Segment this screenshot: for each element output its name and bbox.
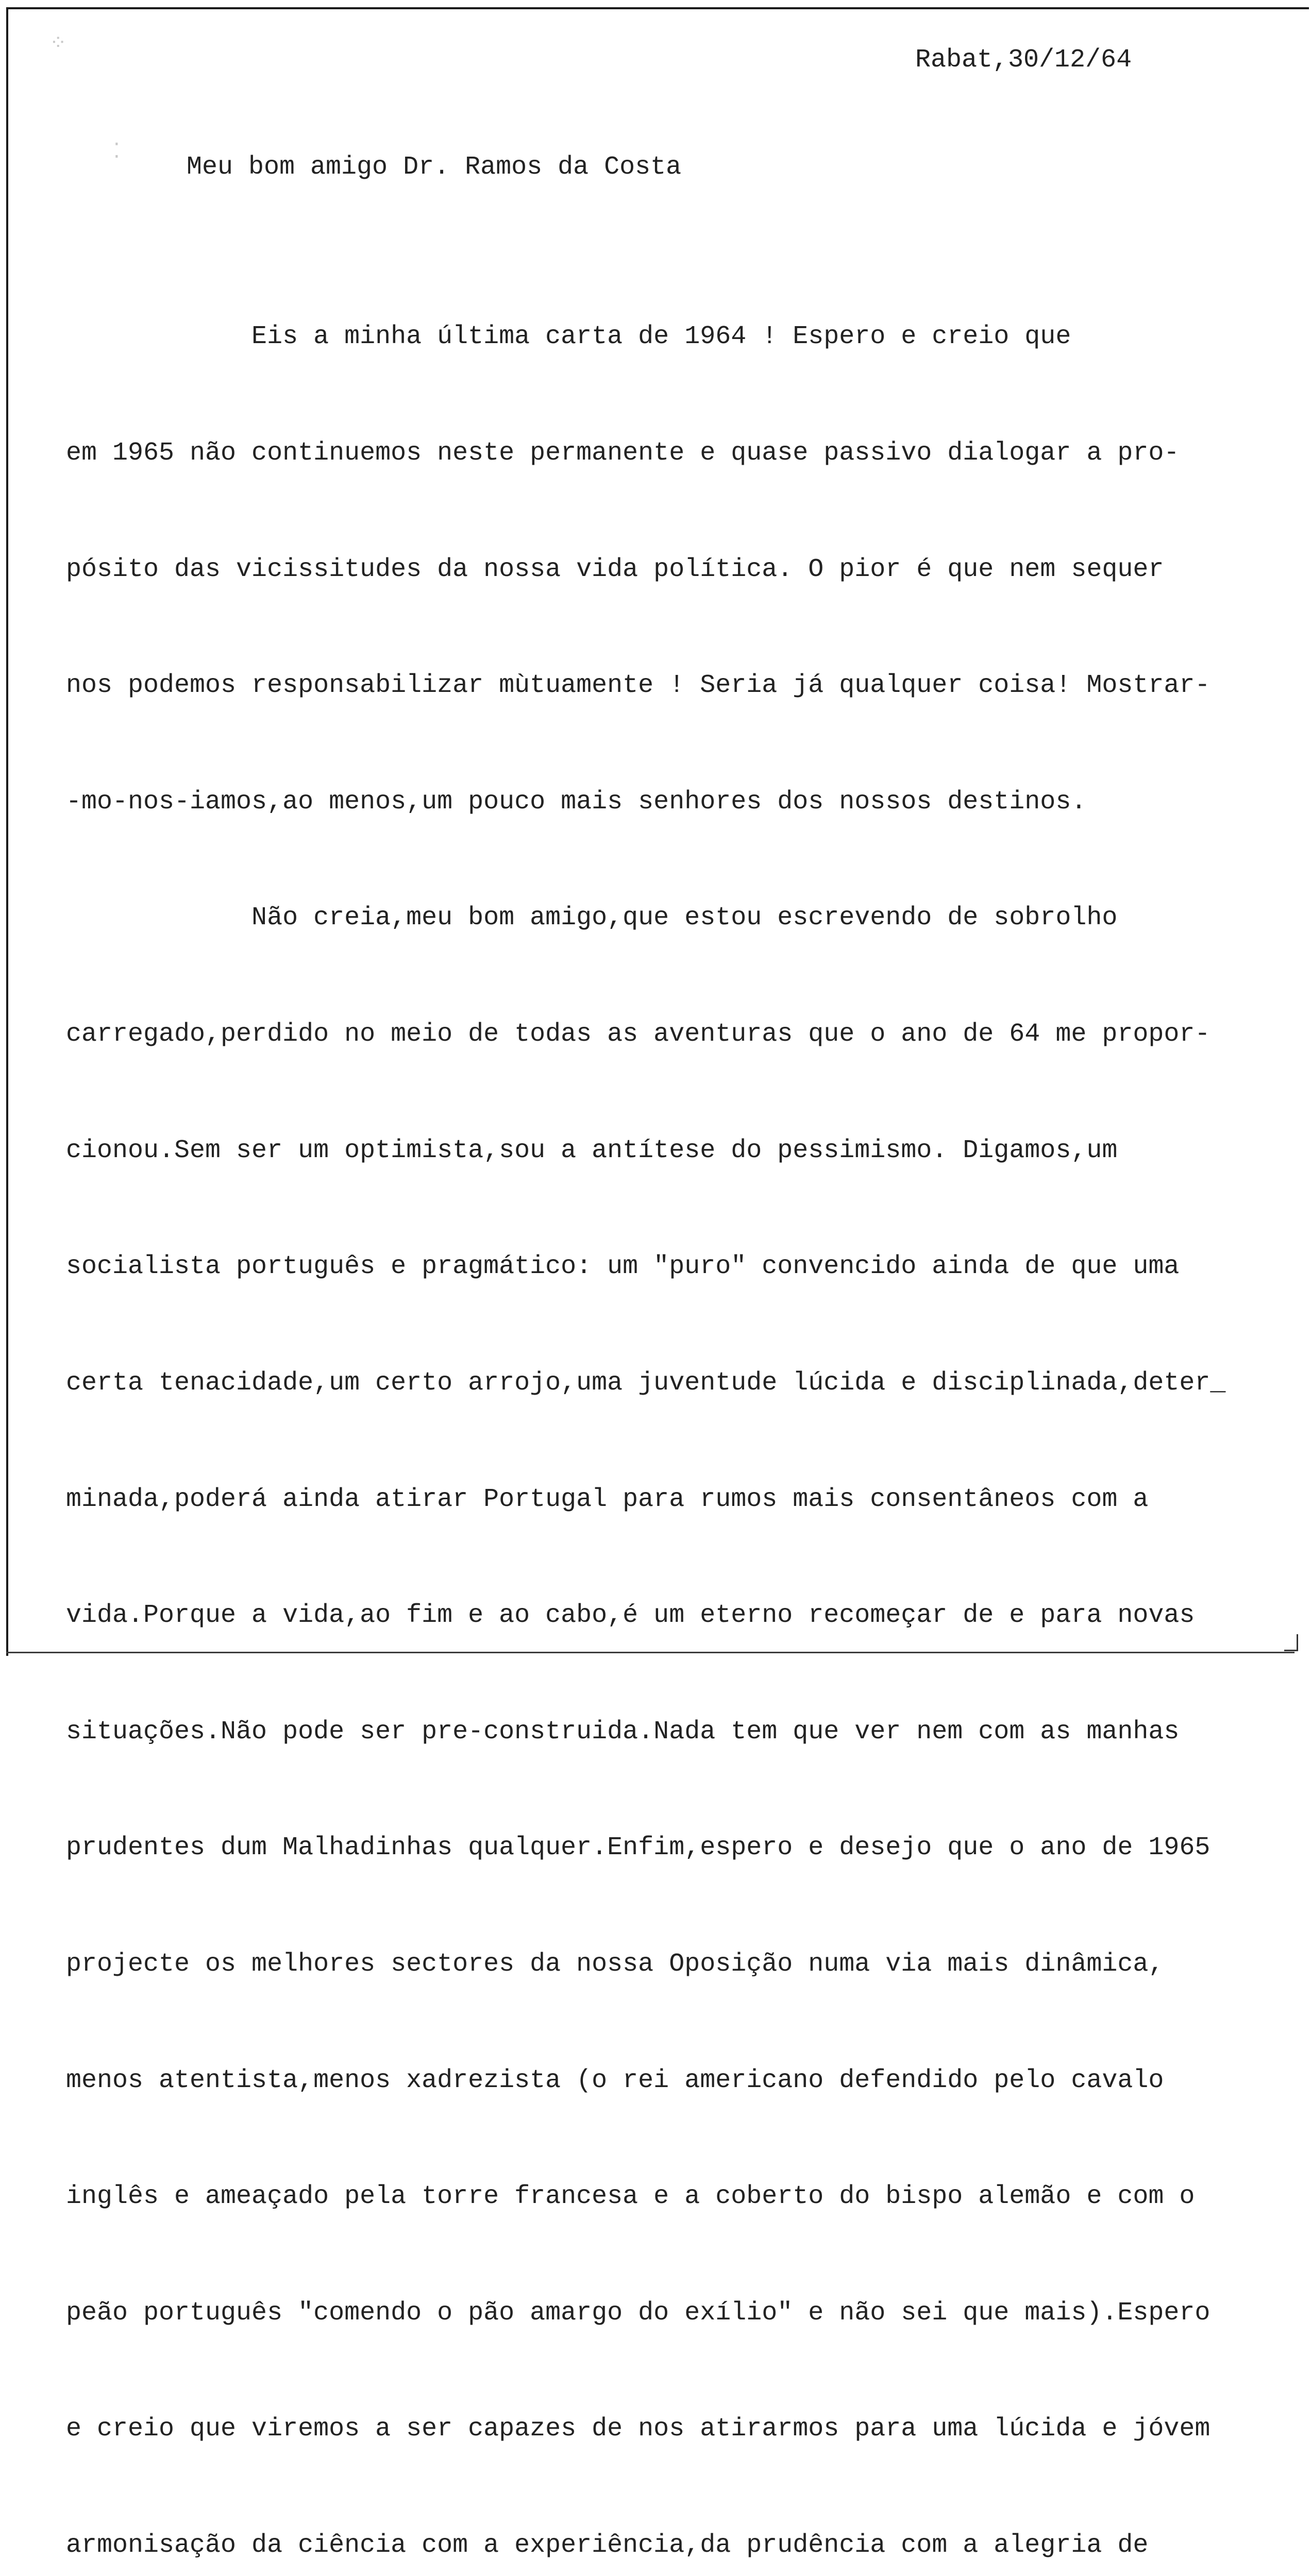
body-line: carregado,perdido no meio de todas as aventuras que o ano de 64 me propor- (66, 1020, 1211, 1049)
body-line: prudentes dum Malhadinhas qualquer.Enfim,espero e desejo que o ano de 1965 (66, 1833, 1211, 1863)
body-line: situações.Não pode ser pre-construida.Nada tem que ver nem com as manhas (66, 1717, 1180, 1747)
body-line: menos atentista,menos xadrezista (o rei americano defendido pelo cavalo (66, 2065, 1164, 2095)
body-line: nos podemos responsabilizar mùtuamente ! Seria já qualquer coisa! Mostrar- (66, 671, 1211, 701)
body-line: peão português "comendo o pão amargo do exílio" e não sei que mais).Espero (66, 2298, 1211, 2328)
body-line: pósito das vicissitudes da nossa vida política. O pior é que nem sequer (66, 554, 1164, 584)
ink-smudge: ⁘ (49, 33, 67, 56)
body-line: -mo-nos-iamos,ao menos,um pouco mais senhores dos nossos destinos. (66, 787, 1087, 817)
letter-date: Rabat,30/12/64 (915, 45, 1132, 75)
body-line: projecte os melhores sectores da nossa Oposição numa via mais dinâmica, (66, 1949, 1164, 1979)
body-line: inglês e ameaçado pela torre francesa e a coberto do bispo alemão e com o (66, 2182, 1195, 2212)
page-border-left (6, 7, 8, 1656)
letter-body (66, 240, 1225, 2576)
body-line: cionou.Sem ser um optimista,sou a antítese do pessimismo. Digamos,um (66, 1136, 1118, 1165)
body-line: Eis a minha última carta de 1964 ! Espero e creio que (66, 322, 1071, 352)
body-line: minada,poderá ainda atirar Portugal para rumos mais consentâneos com a (66, 1484, 1149, 1514)
body-line: e creio que viremos a ser capazes de nos atirarmos para uma lúcida e jóvem (66, 2414, 1211, 2444)
body-line: certa tenacidade,um certo arrojo,uma juventude lúcida e disciplinada,deter_ (66, 1368, 1226, 1398)
body-line: Não creia,meu bom amigo,que estou escrevendo de sobrolho (66, 903, 1118, 933)
corner-mark (1284, 1634, 1298, 1651)
body-line: em 1965 não continuemos neste permanente e quase passivo dialogar a pro- (66, 438, 1180, 468)
ink-smudge: ⁚ (113, 141, 120, 164)
letter-salutation: Meu bom amigo Dr. Ramos da Costa (187, 152, 682, 182)
page-border-top (6, 7, 1309, 9)
body-line: armonisação da ciência com a experiência,da prudência com a alegria de (66, 2530, 1149, 2560)
body-line: vida.Porque a vida,ao fim e ao cabo,é um eterno recomeçar de e para novas (66, 1601, 1195, 1631)
body-line: socialista português e pragmático: um "puro" convencido ainda de que uma (66, 1252, 1180, 1282)
